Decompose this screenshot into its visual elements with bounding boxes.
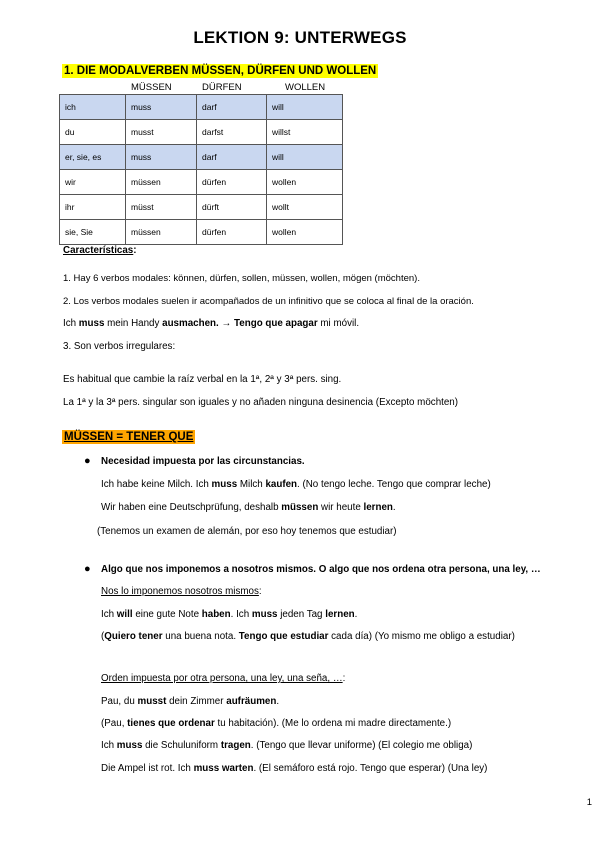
table-cell: muss [126,95,197,120]
table-cell: sie, Sie [60,220,126,245]
bullet-2-title: Algo que nos imponemos a nosotros mismos. O algo que nos ordena otra persona, una ley, … [101,564,541,575]
bullet-1-title: Necesidad impuesta por las circunstancias. [101,456,305,467]
table-row [60,145,343,170]
conjugation-table [59,94,343,245]
table-cell: darfst [197,120,267,145]
table-cell: ich [60,95,126,120]
table-cell: darf [197,145,267,170]
point-3: 3. Son verbos irregulares: [63,341,176,352]
bullet-1-example-1: Ich habe keine Milch. Ich muss Milch kaufen. (No tengo leche. Tengo que comprar leche) [101,479,491,490]
point-1: 1. Hay 6 verbos modales: können, dürfen, sollen, müssen, wollen, mögen (möchten). [63,273,420,284]
table-cell: dürfen [197,220,267,245]
table-cell: wollen [267,170,343,195]
table-cell: will [267,95,343,120]
table-row [60,220,343,245]
bullet-2-subheading-2: Orden impuesta por otra persona, una ley, una seña, …: [101,673,346,684]
bullet-2-example-3: Pau, du musst dein Zimmer aufräumen. [101,696,280,707]
table-row [60,195,343,220]
table-cell: müssen [126,170,197,195]
table-cell: ihr [60,195,126,220]
table-row [60,120,343,145]
column-header-duerfen: DÜRFEN [202,82,242,93]
table-cell: will [267,145,343,170]
bullet-2-subheading-1: Nos lo imponemos nosotros mismos: [101,586,262,597]
irregular-note-2: La 1ª y la 3ª pers. singular son iguales y no añaden ninguna desinencia (Excepto möchten) [63,397,459,408]
bullet-2-example-1: Ich will eine gute Note haben. Ich muss jeden Tag lernen. [101,609,358,620]
bullet-dot: ● [84,563,91,575]
bullet-dot: ● [84,455,91,467]
table-cell: willst [267,120,343,145]
table-cell: muss [126,145,197,170]
page-number: 1 [586,797,592,808]
table-cell: du [60,120,126,145]
column-header-wollen: WOLLEN [285,82,326,93]
bullet-1-example-2: Wir haben eine Deutschprüfung, deshalb müssen wir heute lernen. [101,502,396,513]
table-row [60,95,343,120]
page-title: LEKTION 9: UNTERWEGS [193,28,407,47]
point-2: 2. Los verbos modales suelen ir acompañados de un infinitivo que se coloca al final de la oración. [63,296,474,307]
table-cell: müssen [126,220,197,245]
table-cell: wollt [267,195,343,220]
table-row [60,170,343,195]
bullet-2-example-6: Die Ampel ist rot. Ich muss warten. (El semáforo está rojo. Tengo que esperar) (Una ley) [101,763,488,774]
table-cell: müsst [126,195,197,220]
bullet-2-example-5: Ich muss die Schuluniform tragen. (Tengo que llevar uniforme) (El colegio me obliga) [101,740,473,751]
characteristics-label: Características: [63,245,137,256]
table-cell: musst [126,120,197,145]
table-cell: darf [197,95,267,120]
bullet-2-example-4: (Pau, tienes que ordenar tu habitación). (Me lo ordena mi madre directamente.) [101,718,452,729]
column-header-muessen: MÜSSEN [131,82,172,93]
example-sentence: Ich muss mein Handy ausmachen. → Tengo que apagar mi móvil. [63,318,360,329]
table-column-headers [59,82,346,94]
irregular-note-1: Es habitual que cambie la raíz verbal en la 1ª, 2ª y 3ª pers. sing. [63,374,342,385]
table-cell: dürft [197,195,267,220]
section-heading-muessen: MÜSSEN = TENER QUE [64,431,194,443]
table-cell: wir [60,170,126,195]
table-cell: wollen [267,220,343,245]
section-heading-modalverben: 1. DIE MODALVERBEN MÜSSEN, DÜRFEN UND WOLLEN [64,65,377,77]
bullet-1-example-3: (Tenemos un examen de alemán, por eso hoy tenemos que estudiar) [97,526,397,537]
table-cell: er, sie, es [60,145,126,170]
bullet-2-example-2: (Quiero tener una buena nota. Tengo que estudiar cada día) (Yo mismo me obligo a estudiar) [101,631,515,642]
table-cell: dürfen [197,170,267,195]
